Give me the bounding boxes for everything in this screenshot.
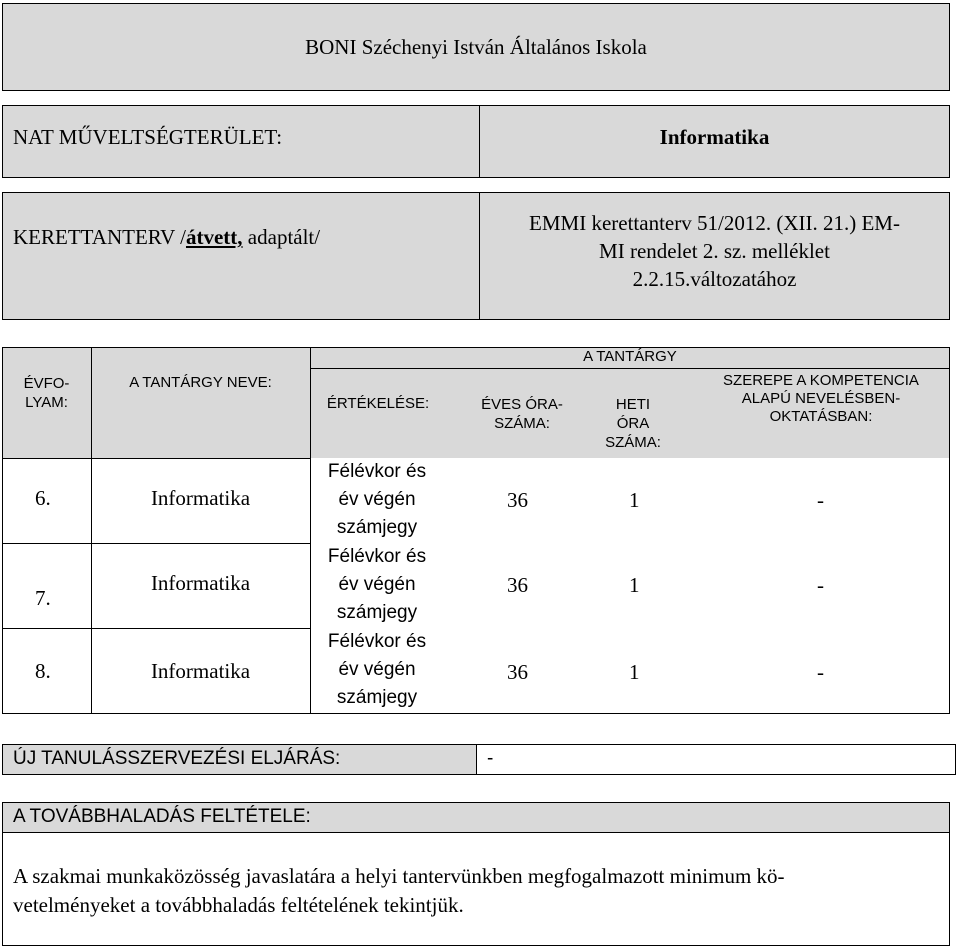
row-weekly-hours: 1 xyxy=(629,488,640,512)
tantargy-header-line xyxy=(310,368,950,369)
row-annual-hours: 36 xyxy=(507,488,528,512)
uj-value-box xyxy=(476,744,956,775)
row-evaluation-line3: számjegy xyxy=(336,687,418,708)
row-role: - xyxy=(817,660,824,684)
tovabb-text xyxy=(13,862,785,920)
row-weekly-hours: 1 xyxy=(629,660,640,684)
row-evaluation-line3: számjegy xyxy=(336,602,418,623)
row-grade: 7. xyxy=(35,586,51,610)
header-tantargy-neve: A TANTÁRGY NEVE: xyxy=(129,374,272,391)
kerettanterv-value xyxy=(480,209,949,293)
row-evaluation xyxy=(307,543,447,627)
uj-label: ÚJ TANULÁSSZERVEZÉSI ELJÁRÁS: xyxy=(13,748,341,769)
row-line-header xyxy=(2,458,311,459)
tovabb-text-line1: A szakmai munkaközösség javaslatára a helyi tantervünkben megfogalmazott minimum kö- xyxy=(13,864,785,888)
header-szerepe-line1: SZEREPE A KOMPETENCIA xyxy=(723,372,919,389)
row-evaluation-line1: Félévkor és xyxy=(327,631,427,652)
row-subject: Informatika xyxy=(150,486,251,510)
row-role: - xyxy=(817,488,824,512)
kerettanterv-label-underlined: átvett, xyxy=(185,225,243,249)
tovabb-text-line2: vetelményeket a továbbhaladás feltételének tekintjük. xyxy=(13,893,464,917)
header-heti-line3: SZÁMA: xyxy=(605,434,661,451)
header-evfolyam-line2: LYAM: xyxy=(25,394,68,411)
row-evaluation-line2: év végén xyxy=(338,659,416,680)
subject-table xyxy=(2,347,950,714)
kerettanterv-label xyxy=(13,225,320,250)
header-eves-line1: ÉVES ÓRA- xyxy=(481,396,563,413)
row-subject: Informatika xyxy=(150,571,251,595)
row-evaluation xyxy=(307,458,447,542)
row-evaluation xyxy=(307,628,447,712)
header-eves xyxy=(457,395,587,433)
header-szerepe xyxy=(692,372,950,426)
kerettanterv-value-line3: 2.2.15.változatához xyxy=(632,267,797,291)
header-szerepe-line3: OKTATÁSBAN: xyxy=(769,408,873,425)
tovabb-label-box xyxy=(2,802,950,833)
row-evaluation-line2: év végén xyxy=(338,574,416,595)
tovabb-label: A TOVÁBBHALADÁS FELTÉTELE: xyxy=(13,806,311,827)
header-evfolyam xyxy=(2,374,91,412)
nat-value: Informatika xyxy=(659,125,770,149)
row-annual-hours: 36 xyxy=(507,573,528,597)
uj-label-box xyxy=(2,744,477,775)
row-grade: 8. xyxy=(35,659,51,683)
nat-label-box xyxy=(2,105,480,178)
header-eves-line2: SZÁMA: xyxy=(494,415,550,432)
nat-value-box xyxy=(479,105,950,178)
kerettanterv-value-box xyxy=(479,192,950,320)
row-line-2 xyxy=(2,628,311,629)
nat-label: NAT MŰVELTSÉGTERÜLET: xyxy=(13,125,283,149)
header-a-tantargy: A TANTÁRGY xyxy=(583,348,677,365)
kerettanterv-label-prefix: KERETTANTERV / xyxy=(13,225,186,249)
row-grade: 6. xyxy=(35,486,51,510)
row-subject: Informatika xyxy=(150,659,251,683)
row-line-1 xyxy=(2,543,311,544)
row-evaluation-line3: számjegy xyxy=(336,517,418,538)
row-evaluation-line1: Félévkor és xyxy=(327,546,427,567)
header-evfolyam-line1: ÉVFO- xyxy=(23,375,70,392)
header-heti xyxy=(580,395,686,452)
kerettanterv-label-box xyxy=(2,192,480,320)
row-role: - xyxy=(817,573,824,597)
school-title-box xyxy=(2,3,950,91)
row-annual-hours: 36 xyxy=(507,660,528,684)
school-name: BONI Széchenyi István Általános Iskola xyxy=(305,35,647,59)
header-ertekeles: ÉRTÉKELÉSE: xyxy=(326,395,430,412)
row-evaluation-line2: év végén xyxy=(338,489,416,510)
tovabb-text-box xyxy=(2,832,950,946)
row-evaluation-line1: Félévkor és xyxy=(327,461,427,482)
uj-value: - xyxy=(487,748,494,769)
kerettanterv-label-suffix: adaptált/ xyxy=(242,225,321,249)
kerettanterv-value-line1: EMMI kerettanterv 51/2012. (XII. 21.) EM- xyxy=(529,211,900,235)
row-weekly-hours: 1 xyxy=(629,573,640,597)
kerettanterv-value-line2: MI rendelet 2. sz. melléklet xyxy=(599,239,830,263)
header-heti-line2: ÓRA xyxy=(616,415,650,432)
header-heti-line1: HETI xyxy=(615,396,651,413)
header-szerepe-line2: ALAPÚ NEVELÉSBEN- xyxy=(741,390,901,407)
